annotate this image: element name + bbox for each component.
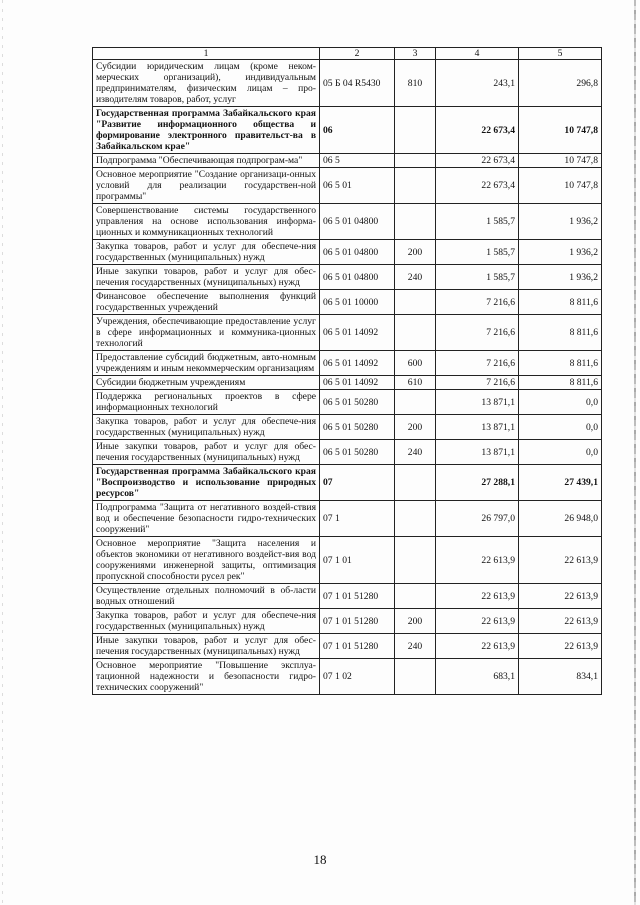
cell-value-col5: 1 936,2 (519, 204, 602, 240)
page-number: 18 (313, 852, 327, 867)
cell-name: Финансовое обеспечение выполнения функций государственных учреждений (93, 290, 320, 315)
cell-value-col4: 7 216,6 (436, 376, 519, 390)
cell-name: Иные закупки товаров, работ и услуг для обес-печения государственных (муниципальных) нужд (93, 440, 320, 465)
cell-expense-type: 240 (395, 634, 436, 659)
cell-expense-type: 610 (395, 376, 436, 390)
cell-value-col4: 1 585,7 (436, 265, 519, 290)
cell-name: Подпрограмма "Обеспечивающая подпрограм-ма" (93, 154, 320, 168)
cell-expense-type (395, 154, 436, 168)
cell-expense-type: 200 (395, 609, 436, 634)
cell-expense-type (395, 204, 436, 240)
cell-name: Закупка товаров, работ и услуг для обеспече-ния государственных (муниципальных) нужд (93, 415, 320, 440)
table-row (93, 609, 602, 634)
cell-code: 07 1 (320, 501, 395, 537)
cell-value-col5: 10 747,8 (519, 154, 602, 168)
table-row (93, 584, 602, 609)
cell-expense-type (395, 315, 436, 351)
cell-expense-type: 200 (395, 240, 436, 265)
table-row (93, 107, 602, 154)
column-header-1: 1 (93, 48, 320, 60)
cell-expense-type (395, 501, 436, 537)
cell-code: 07 1 01 51280 (320, 584, 395, 609)
cell-value-col5: 8 811,6 (519, 351, 602, 376)
cell-name: Осуществление отдельных полномочий в об-ласти водных отношений (93, 584, 320, 609)
cell-expense-type: 600 (395, 351, 436, 376)
table-row (93, 537, 602, 584)
cell-value-col5: 0,0 (519, 440, 602, 465)
cell-code: 07 (320, 465, 395, 501)
cell-value-col5: 1 936,2 (519, 240, 602, 265)
table-row (93, 440, 602, 465)
table-row (93, 168, 602, 204)
cell-code: 06 5 01 14092 (320, 315, 395, 351)
cell-value-col5: 22 613,9 (519, 634, 602, 659)
table-body (93, 60, 602, 695)
cell-code: 06 (320, 107, 395, 154)
cell-value-col5: 10 747,8 (519, 168, 602, 204)
column-header-2: 2 (320, 48, 395, 60)
cell-name: Основное мероприятие "Защита населения и объектов экономики от негативного воздейст-вия вод сооружениями инженерной защиты, оптимизация пропускной способности русел рек" (93, 537, 320, 584)
cell-name: Совершенствование системы государственного управления на основе использования информа-ционных и коммуникационных технологий (93, 204, 320, 240)
cell-value-col4: 13 871,1 (436, 390, 519, 415)
cell-value-col4: 13 871,1 (436, 415, 519, 440)
cell-code: 07 1 01 51280 (320, 634, 395, 659)
cell-expense-type (395, 659, 436, 695)
cell-expense-type: 810 (395, 60, 436, 107)
cell-value-col5: 834,1 (519, 659, 602, 695)
table-row (93, 265, 602, 290)
cell-expense-type (395, 465, 436, 501)
cell-value-col5: 22 613,9 (519, 584, 602, 609)
cell-value-col4: 22 673,4 (436, 154, 519, 168)
cell-value-col5: 8 811,6 (519, 315, 602, 351)
cell-value-col5: 26 948,0 (519, 501, 602, 537)
cell-value-col4: 7 216,6 (436, 351, 519, 376)
cell-code: 07 1 02 (320, 659, 395, 695)
cell-expense-type (395, 168, 436, 204)
scan-edge-right (634, 0, 636, 905)
cell-value-col4: 7 216,6 (436, 315, 519, 351)
table-row (93, 390, 602, 415)
cell-value-col5: 10 747,8 (519, 107, 602, 154)
table-row (93, 204, 602, 240)
cell-name: Субсидии бюджетным учреждениям (93, 376, 320, 390)
cell-value-col4: 27 288,1 (436, 465, 519, 501)
cell-value-col4: 22 613,9 (436, 609, 519, 634)
cell-expense-type: 240 (395, 265, 436, 290)
cell-name: Иные закупки товаров, работ и услуг для обес-печения государственных (муниципальных) нужд (93, 634, 320, 659)
table-row (93, 376, 602, 390)
table-row (93, 634, 602, 659)
cell-name: Учреждения, обеспечивающие предоставление услуг в сфере информационных и коммуника-ционных технологий (93, 315, 320, 351)
cell-name: Государственная программа Забайкальского края "Воспроизводство и использование природных ресурсов" (93, 465, 320, 501)
cell-expense-type (395, 584, 436, 609)
table-row (93, 351, 602, 376)
cell-name: Подпрограмма "Защита от негативного воздей-ствия вод и обеспечение безопасности гидро-технических сооружений" (93, 501, 320, 537)
cell-value-col5: 0,0 (519, 415, 602, 440)
cell-code: 06 5 01 14092 (320, 376, 395, 390)
cell-value-col4: 243,1 (436, 60, 519, 107)
cell-expense-type: 240 (395, 440, 436, 465)
cell-code: 07 1 01 (320, 537, 395, 584)
column-header-4: 4 (436, 48, 519, 60)
cell-value-col5: 27 439,1 (519, 465, 602, 501)
cell-name: Государственная программа Забайкальского края "Развитие информационного общества и формирование электронного правительст-ва в Забайкальском крае" (93, 107, 320, 154)
cell-value-col4: 22 613,9 (436, 584, 519, 609)
cell-code: 06 5 01 50280 (320, 440, 395, 465)
table-row (93, 290, 602, 315)
cell-name: Иные закупки товаров, работ и услуг для обес-печения государственных (муниципальных) нужд (93, 265, 320, 290)
cell-code: 07 1 01 51280 (320, 609, 395, 634)
cell-value-col5: 1 936,2 (519, 265, 602, 290)
cell-code: 06 5 01 50280 (320, 415, 395, 440)
cell-value-col4: 22 613,9 (436, 537, 519, 584)
table-row (93, 465, 602, 501)
cell-value-col4: 7 216,6 (436, 290, 519, 315)
table-row (93, 501, 602, 537)
cell-value-col4: 683,1 (436, 659, 519, 695)
cell-expense-type (395, 290, 436, 315)
scan-edge-left (2, 0, 3, 905)
budget-table (92, 47, 602, 695)
table-row (93, 415, 602, 440)
cell-name: Субсидии юридическим лицам (кроме неком-мерческих организаций), индивидуальным предпринимателям, физическим лицам – про-изводителям товаров, работ, услуг (93, 60, 320, 107)
table-row (93, 154, 602, 168)
cell-name: Предоставление субсидий бюджетным, авто-номным учреждениям и иным некоммерческим организациям (93, 351, 320, 376)
cell-code: 06 5 01 04800 (320, 204, 395, 240)
cell-value-col5: 0,0 (519, 390, 602, 415)
cell-expense-type: 200 (395, 415, 436, 440)
column-header-3: 3 (395, 48, 436, 60)
cell-value-col4: 1 585,7 (436, 240, 519, 265)
cell-value-col4: 1 585,7 (436, 204, 519, 240)
cell-value-col5: 296,8 (519, 60, 602, 107)
cell-value-col5: 8 811,6 (519, 290, 602, 315)
table-header-row (93, 48, 602, 60)
cell-code: 06 5 01 10000 (320, 290, 395, 315)
cell-code: 06 5 01 14092 (320, 351, 395, 376)
table-row (93, 315, 602, 351)
cell-code: 06 5 01 04800 (320, 265, 395, 290)
cell-value-col4: 13 871,1 (436, 440, 519, 465)
cell-code: 05 Б 04 R5430 (320, 60, 395, 107)
cell-value-col4: 22 673,4 (436, 107, 519, 154)
table-row (93, 659, 602, 695)
cell-value-col5: 22 613,9 (519, 609, 602, 634)
cell-name: Поддержка региональных проектов в сфере информационных технологий (93, 390, 320, 415)
table-row (93, 60, 602, 107)
cell-value-col5: 8 811,6 (519, 376, 602, 390)
table-row (93, 240, 602, 265)
cell-name: Закупка товаров, работ и услуг для обеспече-ния государственных (муниципальных) нужд (93, 609, 320, 634)
cell-value-col4: 26 797,0 (436, 501, 519, 537)
cell-expense-type (395, 537, 436, 584)
cell-name: Закупка товаров, работ и услуг для обеспече-ния государственных (муниципальных) нужд (93, 240, 320, 265)
cell-code: 06 5 01 04800 (320, 240, 395, 265)
cell-code: 06 5 01 50280 (320, 390, 395, 415)
cell-code: 06 5 (320, 154, 395, 168)
cell-value-col4: 22 613,9 (436, 634, 519, 659)
cell-expense-type (395, 107, 436, 154)
column-header-5: 5 (519, 48, 602, 60)
cell-expense-type (395, 390, 436, 415)
cell-value-col4: 22 673,4 (436, 168, 519, 204)
cell-name: Основное мероприятие "Повышение эксплуа-тационной надежности и безопасности гидро-технических сооружений" (93, 659, 320, 695)
cell-value-col5: 22 613,9 (519, 537, 602, 584)
cell-name: Основное мероприятие "Создание организаци-онных условий для реализации государствен-ной программы" (93, 168, 320, 204)
cell-code: 06 5 01 (320, 168, 395, 204)
